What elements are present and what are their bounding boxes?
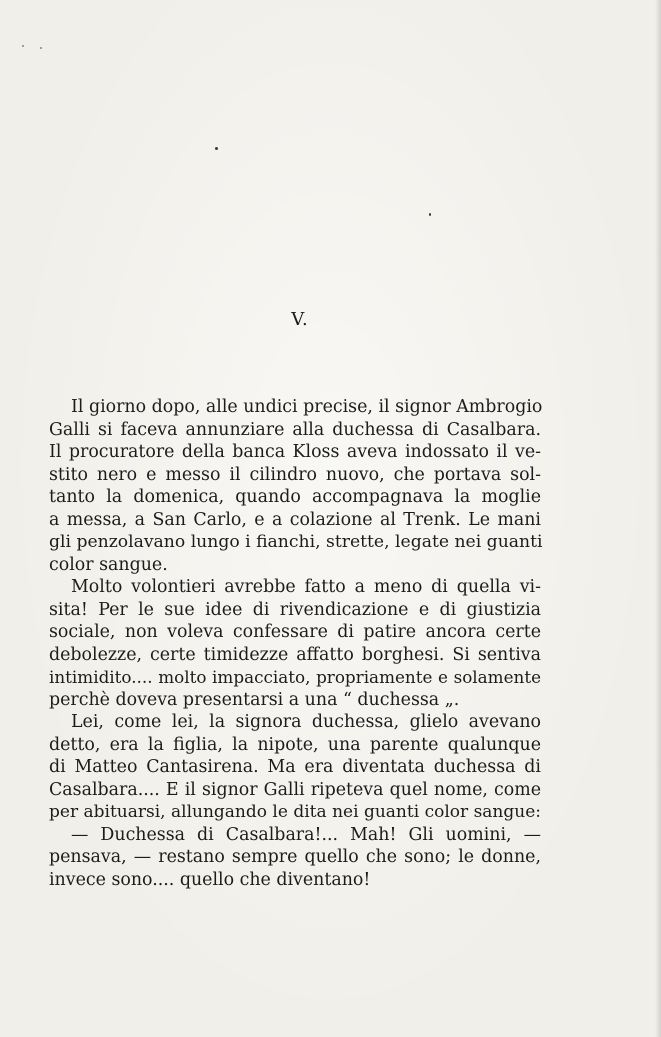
text-line: — Duchessa di Casalbara!... Mah! Gli uomini, — — [71, 824, 541, 845]
text-line: debolezze, certe timidezze affatto borghesi. Si sentiva — [49, 644, 541, 665]
ink-speck — [215, 147, 218, 150]
body-text — [49, 396, 541, 891]
text-line: Il procuratore della banca Kloss aveva indossato il ve- — [49, 442, 541, 462]
text-line: sociale, non voleva confessare di patire ancora certe — [49, 622, 541, 642]
text-line: Casalbara.... E il signor Galli ripeteva quel nome, come — [49, 779, 541, 800]
text-line: pensava, — restano sempre quello che sono; le donne, — [49, 847, 541, 867]
text-line: stito nero e messo il cilindro nuovo, che portava sol- — [49, 464, 541, 485]
text-line: perchè doveva presentarsi a una “ duchessa „. — [49, 689, 460, 710]
ink-speck — [40, 47, 42, 49]
text-line: Galli si faceva annunziare alla duchessa di Casalbara. — [49, 419, 541, 440]
text-line: tanto la domenica, quando accompagnava la moglie — [49, 487, 541, 507]
chapter-number: V. — [291, 309, 309, 330]
text-line: detto, era la figlia, la nipote, una parente qualunque — [49, 734, 541, 755]
ink-speck — [429, 213, 431, 216]
page-edge-shadow — [655, 0, 661, 1037]
text-line: di Matteo Cantasirena. Ma era diventata duchessa di — [49, 757, 541, 777]
text-line: intimidito.... molto impacciato, propriamente e solamente — [49, 667, 541, 687]
text-line: a messa, a San Carlo, e a colazione al Trenk. Le mani — [49, 509, 541, 530]
text-line: invece sono.... quello che diventano! — [49, 869, 371, 890]
text-line: Lei, come lei, la signora duchessa, glielo avevano — [71, 712, 541, 732]
text-line: gli penzolavano lungo i fianchi, strette, legate nei guanti — [49, 532, 543, 552]
text-line: color sangue. — [49, 554, 168, 575]
text-line: sita! Per le sue idee di rivendicazione e di giustizia — [49, 599, 541, 620]
ink-speck — [22, 45, 24, 47]
text-line: per abituarsi, allungando le dita nei guanti color sangue: — [49, 802, 541, 822]
text-line: Molto volontieri avrebbe fatto a meno di quella vi- — [71, 577, 541, 597]
text-line: Il giorno dopo, alle undici precise, il signor Ambrogio — [71, 397, 543, 417]
